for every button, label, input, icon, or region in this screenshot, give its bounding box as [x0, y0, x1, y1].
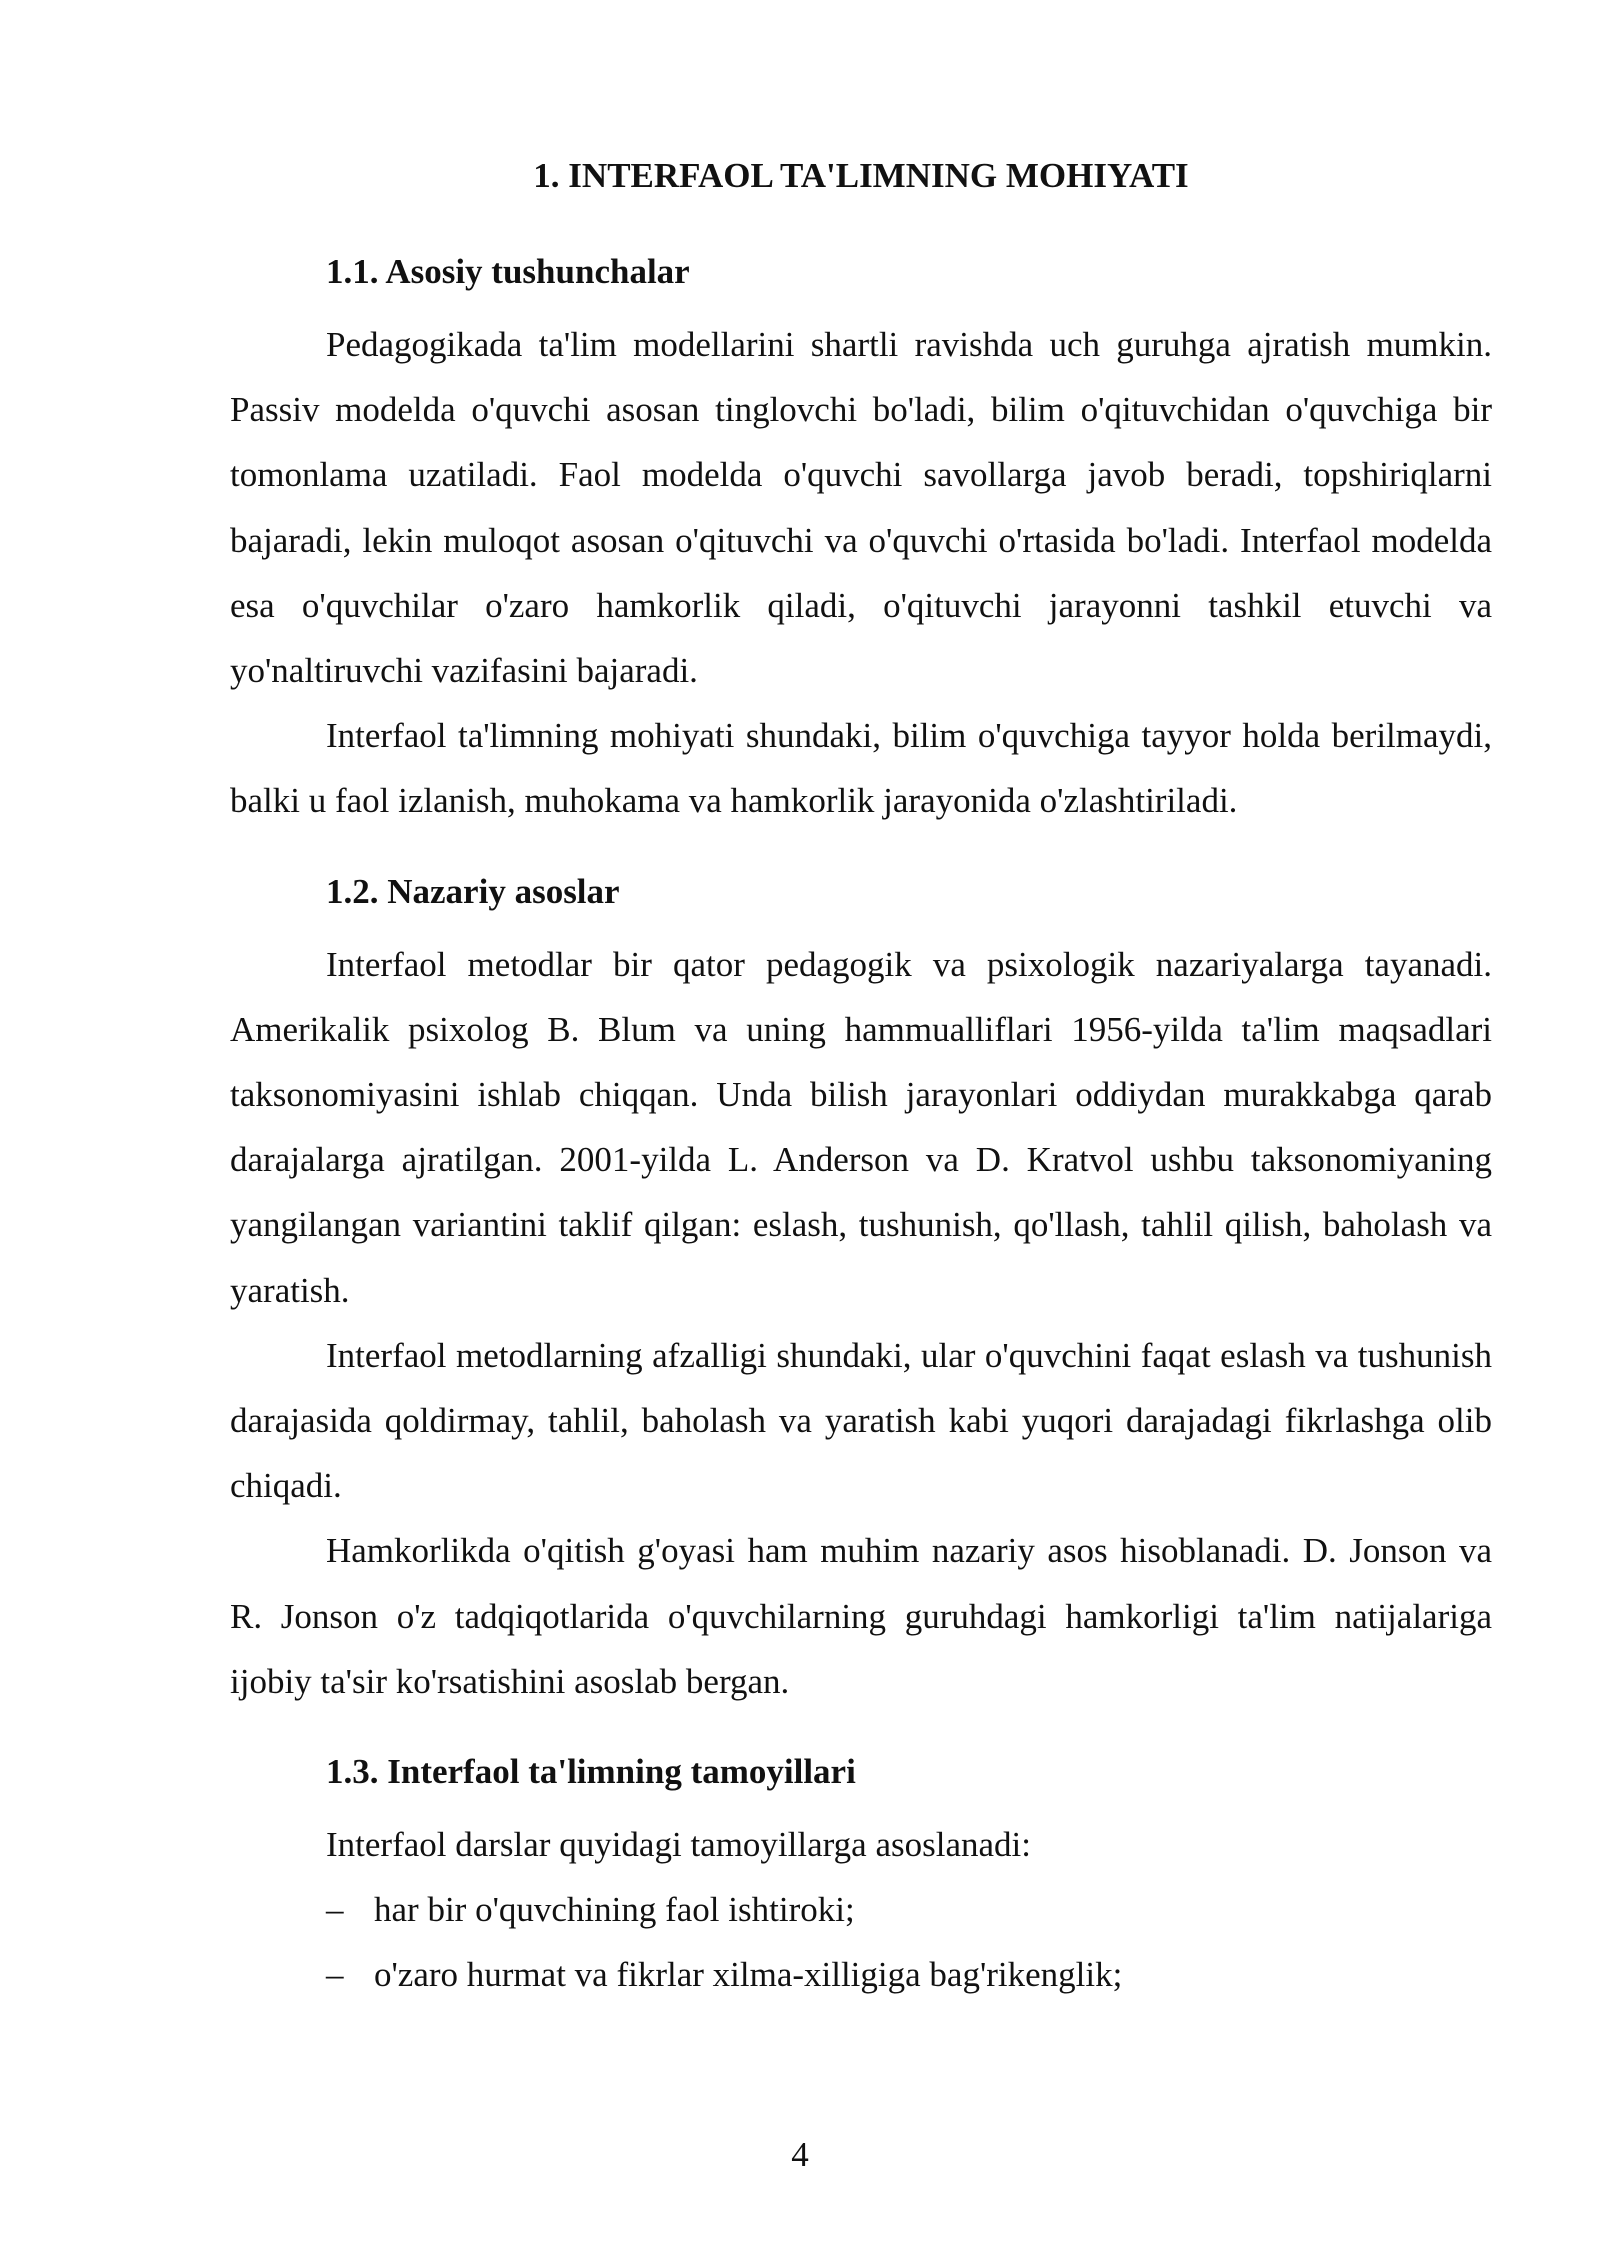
- chapter-title: 1. INTERFAOL TA'LIMNING MOHIYATI: [533, 156, 1189, 195]
- principles-intro: Interfaol darslar quyidagi tamoyillarga asoslanadi:: [326, 1825, 1031, 1865]
- list-item-text: har bir o'quvchining faol ishtiroki;: [374, 1890, 855, 1930]
- document-page: [230, 150, 1492, 2008]
- section-1-3: [230, 1746, 1492, 2008]
- list-item: [230, 1877, 1492, 1942]
- list-item: [230, 1942, 1492, 2007]
- dash-marker: –: [326, 1955, 344, 1995]
- section-1-2: [230, 866, 1492, 1714]
- dash-marker: –: [326, 1890, 344, 1930]
- paragraph: Pedagogikada ta'lim modellarini shartli ravishda uch guruhga ajratish mumkin. Passiv modelda o'quvchi asosan tinglovchi bo'ladi, bilim o'qituvchidan o'quvchiga bir tomonlama uzatiladi. Faol modelda o'quvchi savollarga javob beradi, topshiriqlarni bajaradi, lekin muloqot asosan o'qituvchi va o'quvchi o'rtasida bo'ladi. Interfaol modelda esa o'quvchilar o'zaro hamkorlik qiladi, o'qituvchi jarayonni tashkil etuvchi va yo'naltiruvchi vazifasini bajaradi.: [230, 325, 1492, 691]
- paragraph: Hamkorlikda o'qitish g'oyasi ham muhim nazariy asos hisoblanadi. D. Jonson va R. Jonson o'z tadqiqotlarida o'quvchilarning guruhdagi hamkorligi ta'lim natijalariga ijobiy ta'sir ko'rsatishini asoslab bergan.: [230, 1531, 1492, 1701]
- paragraph: Interfaol metodlarning afzalligi shundaki, ular o'quvchini faqat eslash va tushunish darajasida qoldirmay, tahlil, baholash va yaratish kabi yuqori darajadagi fikrlashga olib chiqadi.: [230, 1335, 1492, 1506]
- section-title: 1.1. Asosiy tushunchalar: [326, 252, 690, 291]
- paragraph: Interfaol ta'limning mohiyati shundaki, bilim o'quvchiga tayyor holda berilmaydi, balki u faol izlanish, muhokama va hamkorlik jarayonida o'zlashtiriladi.: [230, 716, 1492, 821]
- section-title: 1.3. Interfaol ta'limning tamoyillari: [326, 1752, 856, 1792]
- principles-list: [230, 1877, 1492, 2007]
- page-number: 4: [791, 2135, 809, 2174]
- section-title: 1.2. Nazariy asoslar: [326, 871, 620, 911]
- list-item-text: o'zaro hurmat va fikrlar xilma-xilligiga bag'rikenglik;: [374, 1955, 1123, 1995]
- section-1-1: [230, 246, 1492, 834]
- paragraph: Interfaol metodlar bir qator pedagogik va psixologik nazariyalarga tayanadi. Amerikalik psixolog B. Blum va uning hammualliflari 1956-yilda ta'lim maqsadlari taksonomiyasini ishlab chiqqan. Unda bilish jarayonlari oddiydan murakkabga qarab darajalarga ajratilgan. 2001-yilda L. Anderson va D. Kratvol ushbu taksonomiyaning yangilangan variantini taklif qilgan: eslash, tushunish, qo'llash, tahlil qilish, baholash va yaratish.: [230, 944, 1492, 1310]
